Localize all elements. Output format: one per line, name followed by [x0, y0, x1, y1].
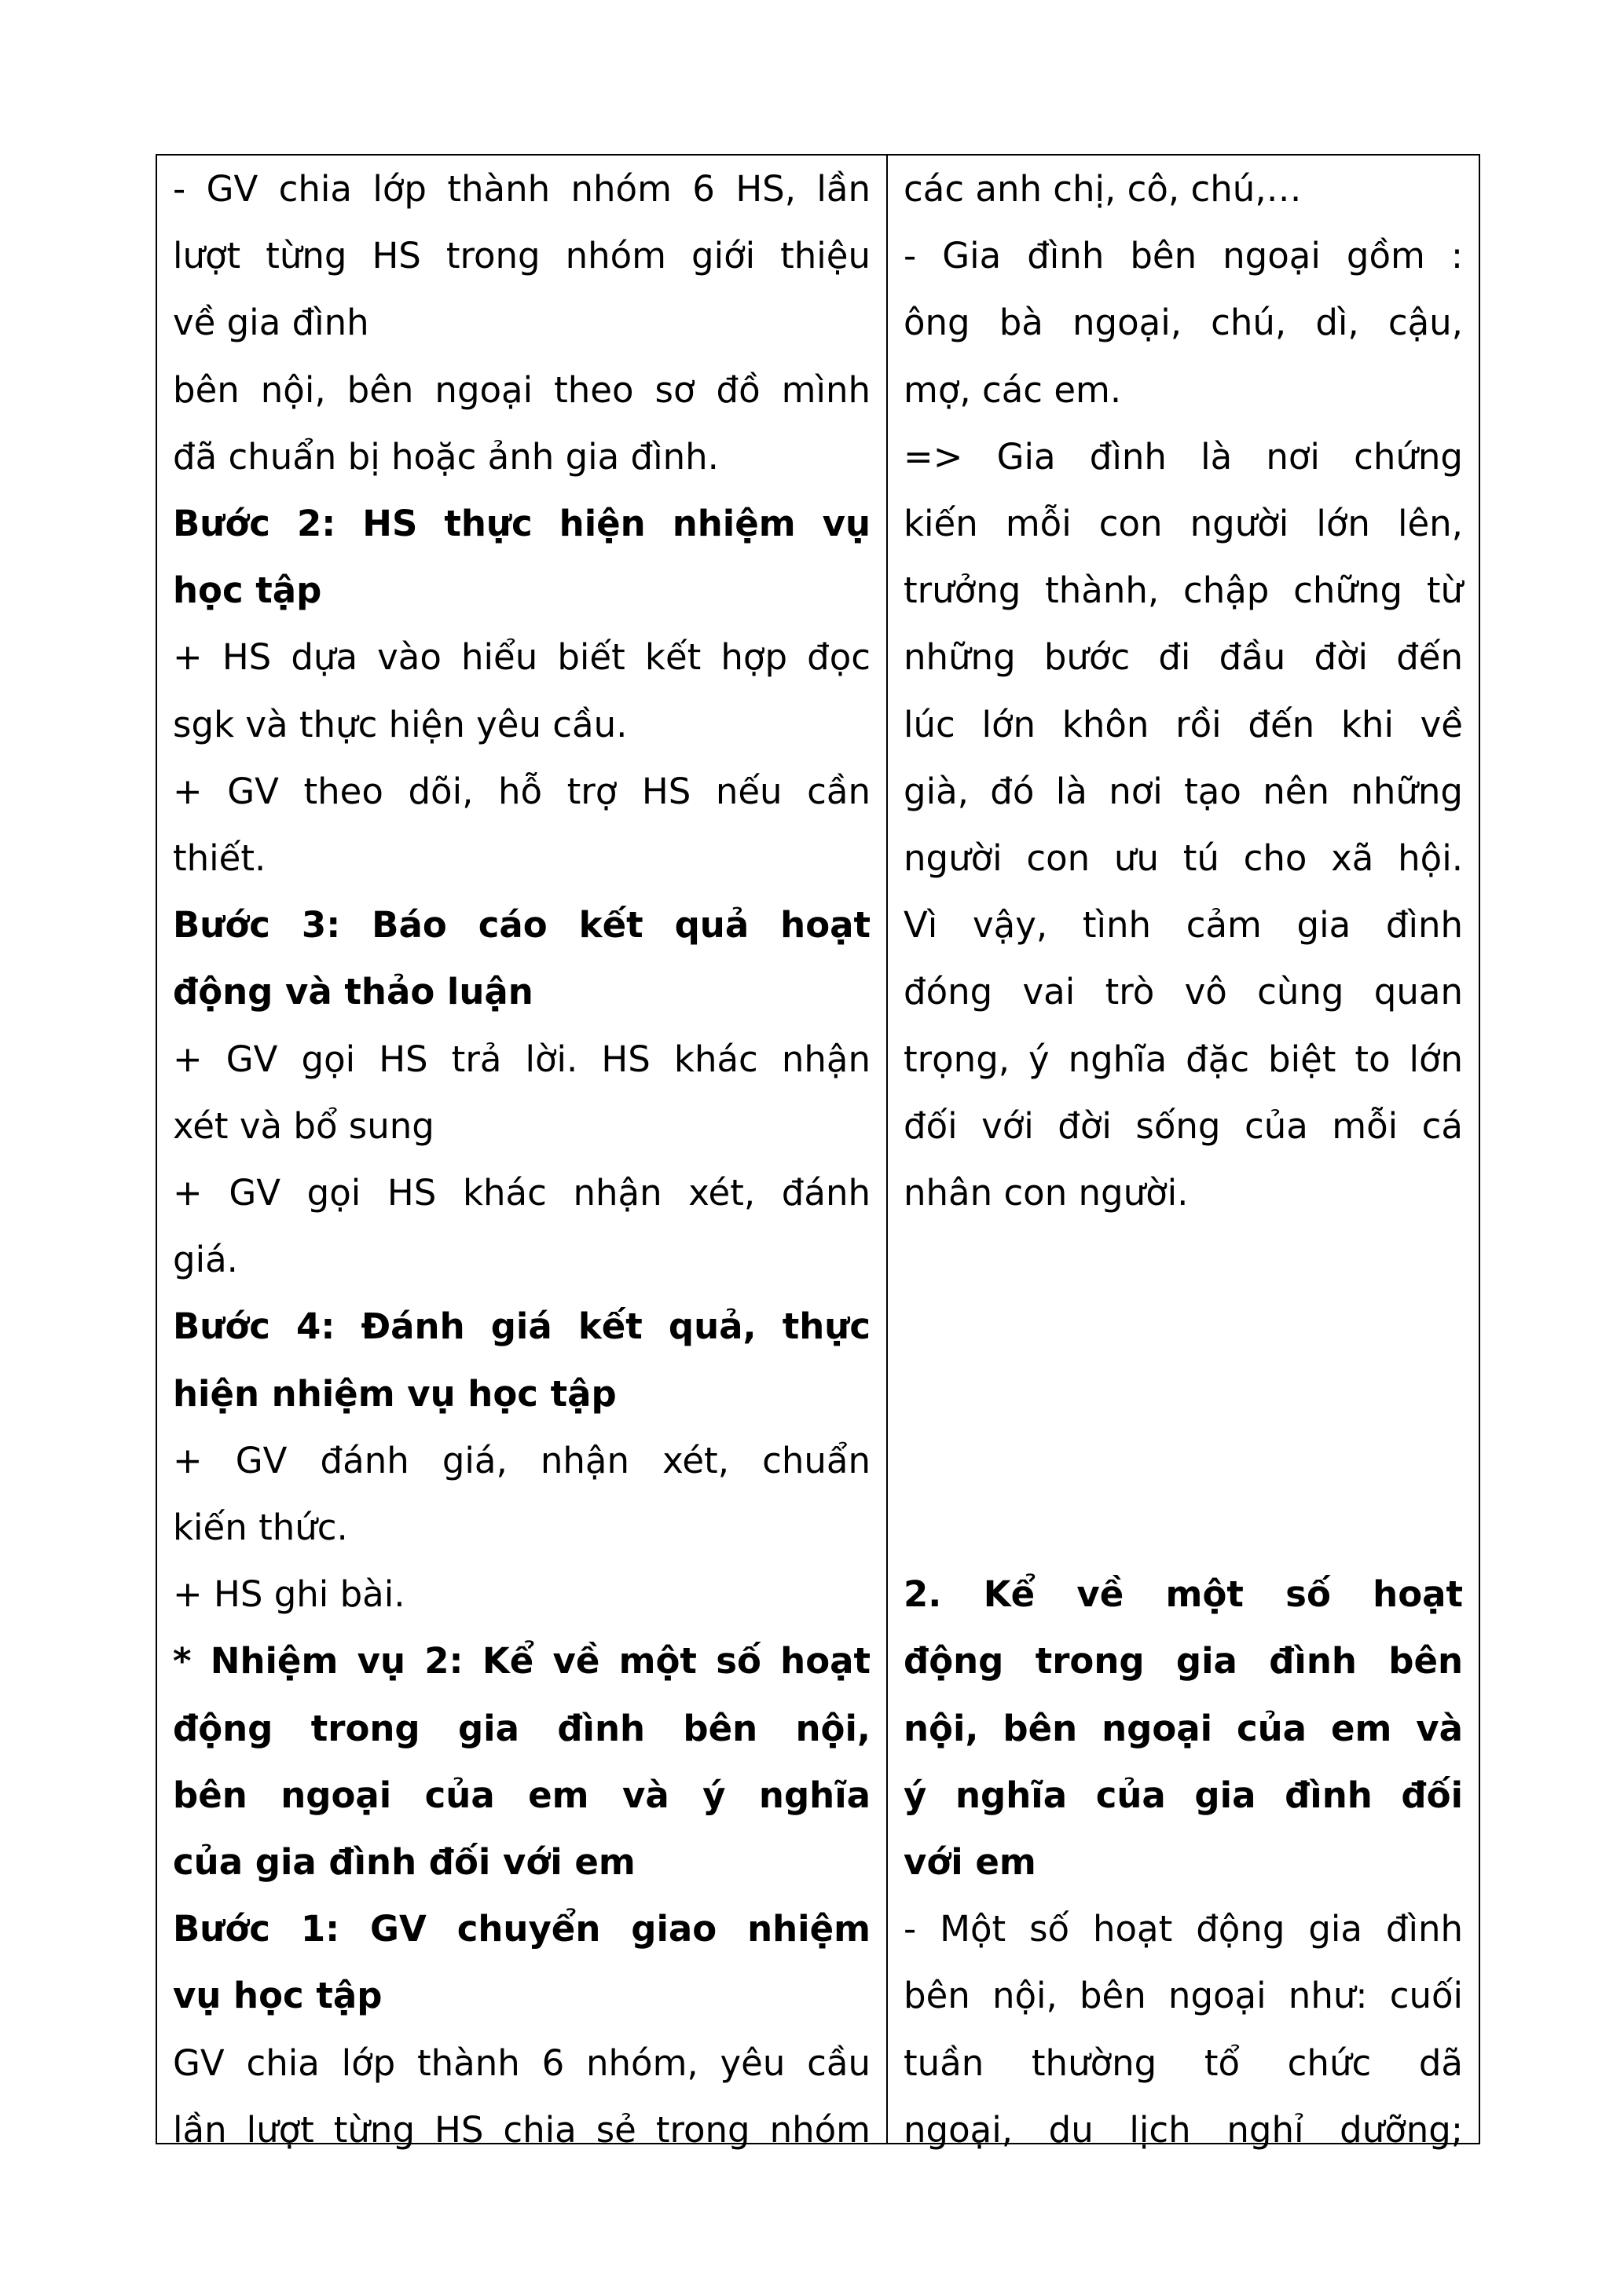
right-text-line: động trong gia đình bên: [904, 1640, 1463, 1683]
right-text-line: 2. Kể về một số hoạt: [904, 1573, 1463, 1616]
left-text-line: Bước 1: GV chuyển giao nhiệm: [173, 1908, 871, 1950]
right-text-line: trưởng thành, chập chững từ: [904, 569, 1463, 612]
left-text-line: + GV gọi HS trả lời. HS khác nhận: [173, 1038, 871, 1080]
right-text-line: mợ, các em.: [904, 368, 1122, 411]
left-text-line: + HS dựa vào hiểu biết kết hợp đọc: [173, 636, 871, 679]
lesson-table: [156, 154, 1480, 2151]
left-text-line: đã chuẩn bị hoặc ảnh gia đình.: [173, 435, 719, 478]
right-text-line: nội, bên ngoại của em và: [904, 1707, 1463, 1749]
left-text-line: động và thảo luận: [173, 971, 533, 1013]
left-text-line: kiến thức.: [173, 1507, 348, 1548]
left-text-line: bên ngoại của em và ý nghĩa: [173, 1774, 871, 1816]
right-text-line: kiến mỗi con người lớn lên,: [904, 503, 1463, 544]
left-text-line: + GV theo dõi, hỗ trợ HS nếu cần: [173, 770, 871, 812]
left-text-line: Bước 3: Báo cáo kết quả hoạt: [173, 904, 871, 947]
left-text-line: - GV chia lớp thành nhóm 6 HS, lần: [173, 168, 871, 210]
right-text-line: ý nghĩa của gia đình đối: [904, 1774, 1463, 1816]
right-text-line: các anh chị, cô, chú,…: [904, 168, 1302, 210]
right-text-line: già, đó là nơi tạo nên những: [904, 770, 1463, 812]
right-text-line: nhân con người.: [904, 1172, 1189, 1214]
left-text-line: + GV gọi HS khác nhận xét, đánh: [173, 1172, 871, 1214]
right-text-line: Vì vậy, tình cảm gia đình: [904, 904, 1463, 947]
left-text-line: của gia đình đối với em: [173, 1841, 636, 1883]
right-text-line: => Gia đình là nơi chứng: [904, 435, 1463, 478]
right-text-line: ngoại, du lịch nghỉ dưỡng;: [904, 2108, 1463, 2151]
left-text-line: GV chia lớp thành 6 nhóm, yêu cầu: [173, 2041, 871, 2084]
left-text-line: lần lượt từng HS chia sẻ trong nhóm: [173, 2108, 871, 2151]
left-text-line: xét và bổ sung: [173, 1104, 434, 1147]
right-text-line: người con ưu tú cho xã hội.: [904, 837, 1463, 879]
right-text-line: bên nội, bên ngoại như: cuối: [904, 1975, 1463, 2017]
right-text-line: những bước đi đầu đời đến: [904, 636, 1463, 679]
right-text-line: đóng vai trò vô cùng quan: [904, 971, 1463, 1013]
left-text-line: + GV đánh giá, nhận xét, chuẩn: [173, 1439, 871, 1481]
right-text-line: - Gia đình bên ngoại gồm :: [904, 235, 1463, 277]
left-text-line: * Nhiệm vụ 2: Kể về một số hoạt: [173, 1640, 871, 1683]
teacher-activity-column: [157, 156, 888, 2151]
left-text-line: học tập: [173, 569, 322, 612]
left-text-line: lượt từng HS trong nhóm giới thiệu: [173, 235, 871, 277]
right-text-line: trọng, ý nghĩa đặc biệt to lớn: [904, 1038, 1463, 1080]
left-text-line: bên nội, bên ngoại theo sơ đồ mình: [173, 368, 871, 411]
left-text-line: động trong gia đình bên nội,: [173, 1707, 871, 1749]
left-text-line: vụ học tập: [173, 1975, 383, 2017]
right-text-line: với em: [904, 1841, 1036, 1883]
right-text-line: lúc lớn khôn rồi đến khi về: [904, 703, 1463, 745]
right-text-line: - Một số hoạt động gia đình: [904, 1908, 1463, 1950]
left-text-line: về gia đình: [173, 302, 369, 344]
content-column: [888, 156, 1479, 2151]
right-text-line: tuần thường tổ chức dã: [904, 2041, 1463, 2084]
left-text-line: + HS ghi bài.: [173, 1573, 405, 1616]
left-text-line: giá.: [173, 1239, 238, 1281]
left-text-line: Bước 2: HS thực hiện nhiệm vụ: [173, 503, 871, 544]
left-text-line: thiết.: [173, 837, 266, 879]
left-text-line: Bước 4: Đánh giá kết quả, thực: [173, 1305, 871, 1348]
right-text-line: ông bà ngoại, chú, dì, cậu,: [904, 302, 1463, 344]
right-text-line: đối với đời sống của mỗi cá: [904, 1104, 1463, 1147]
left-text-line: sgk và thực hiện yêu cầu.: [173, 703, 628, 745]
left-text-line: hiện nhiệm vụ học tập: [173, 1372, 617, 1415]
